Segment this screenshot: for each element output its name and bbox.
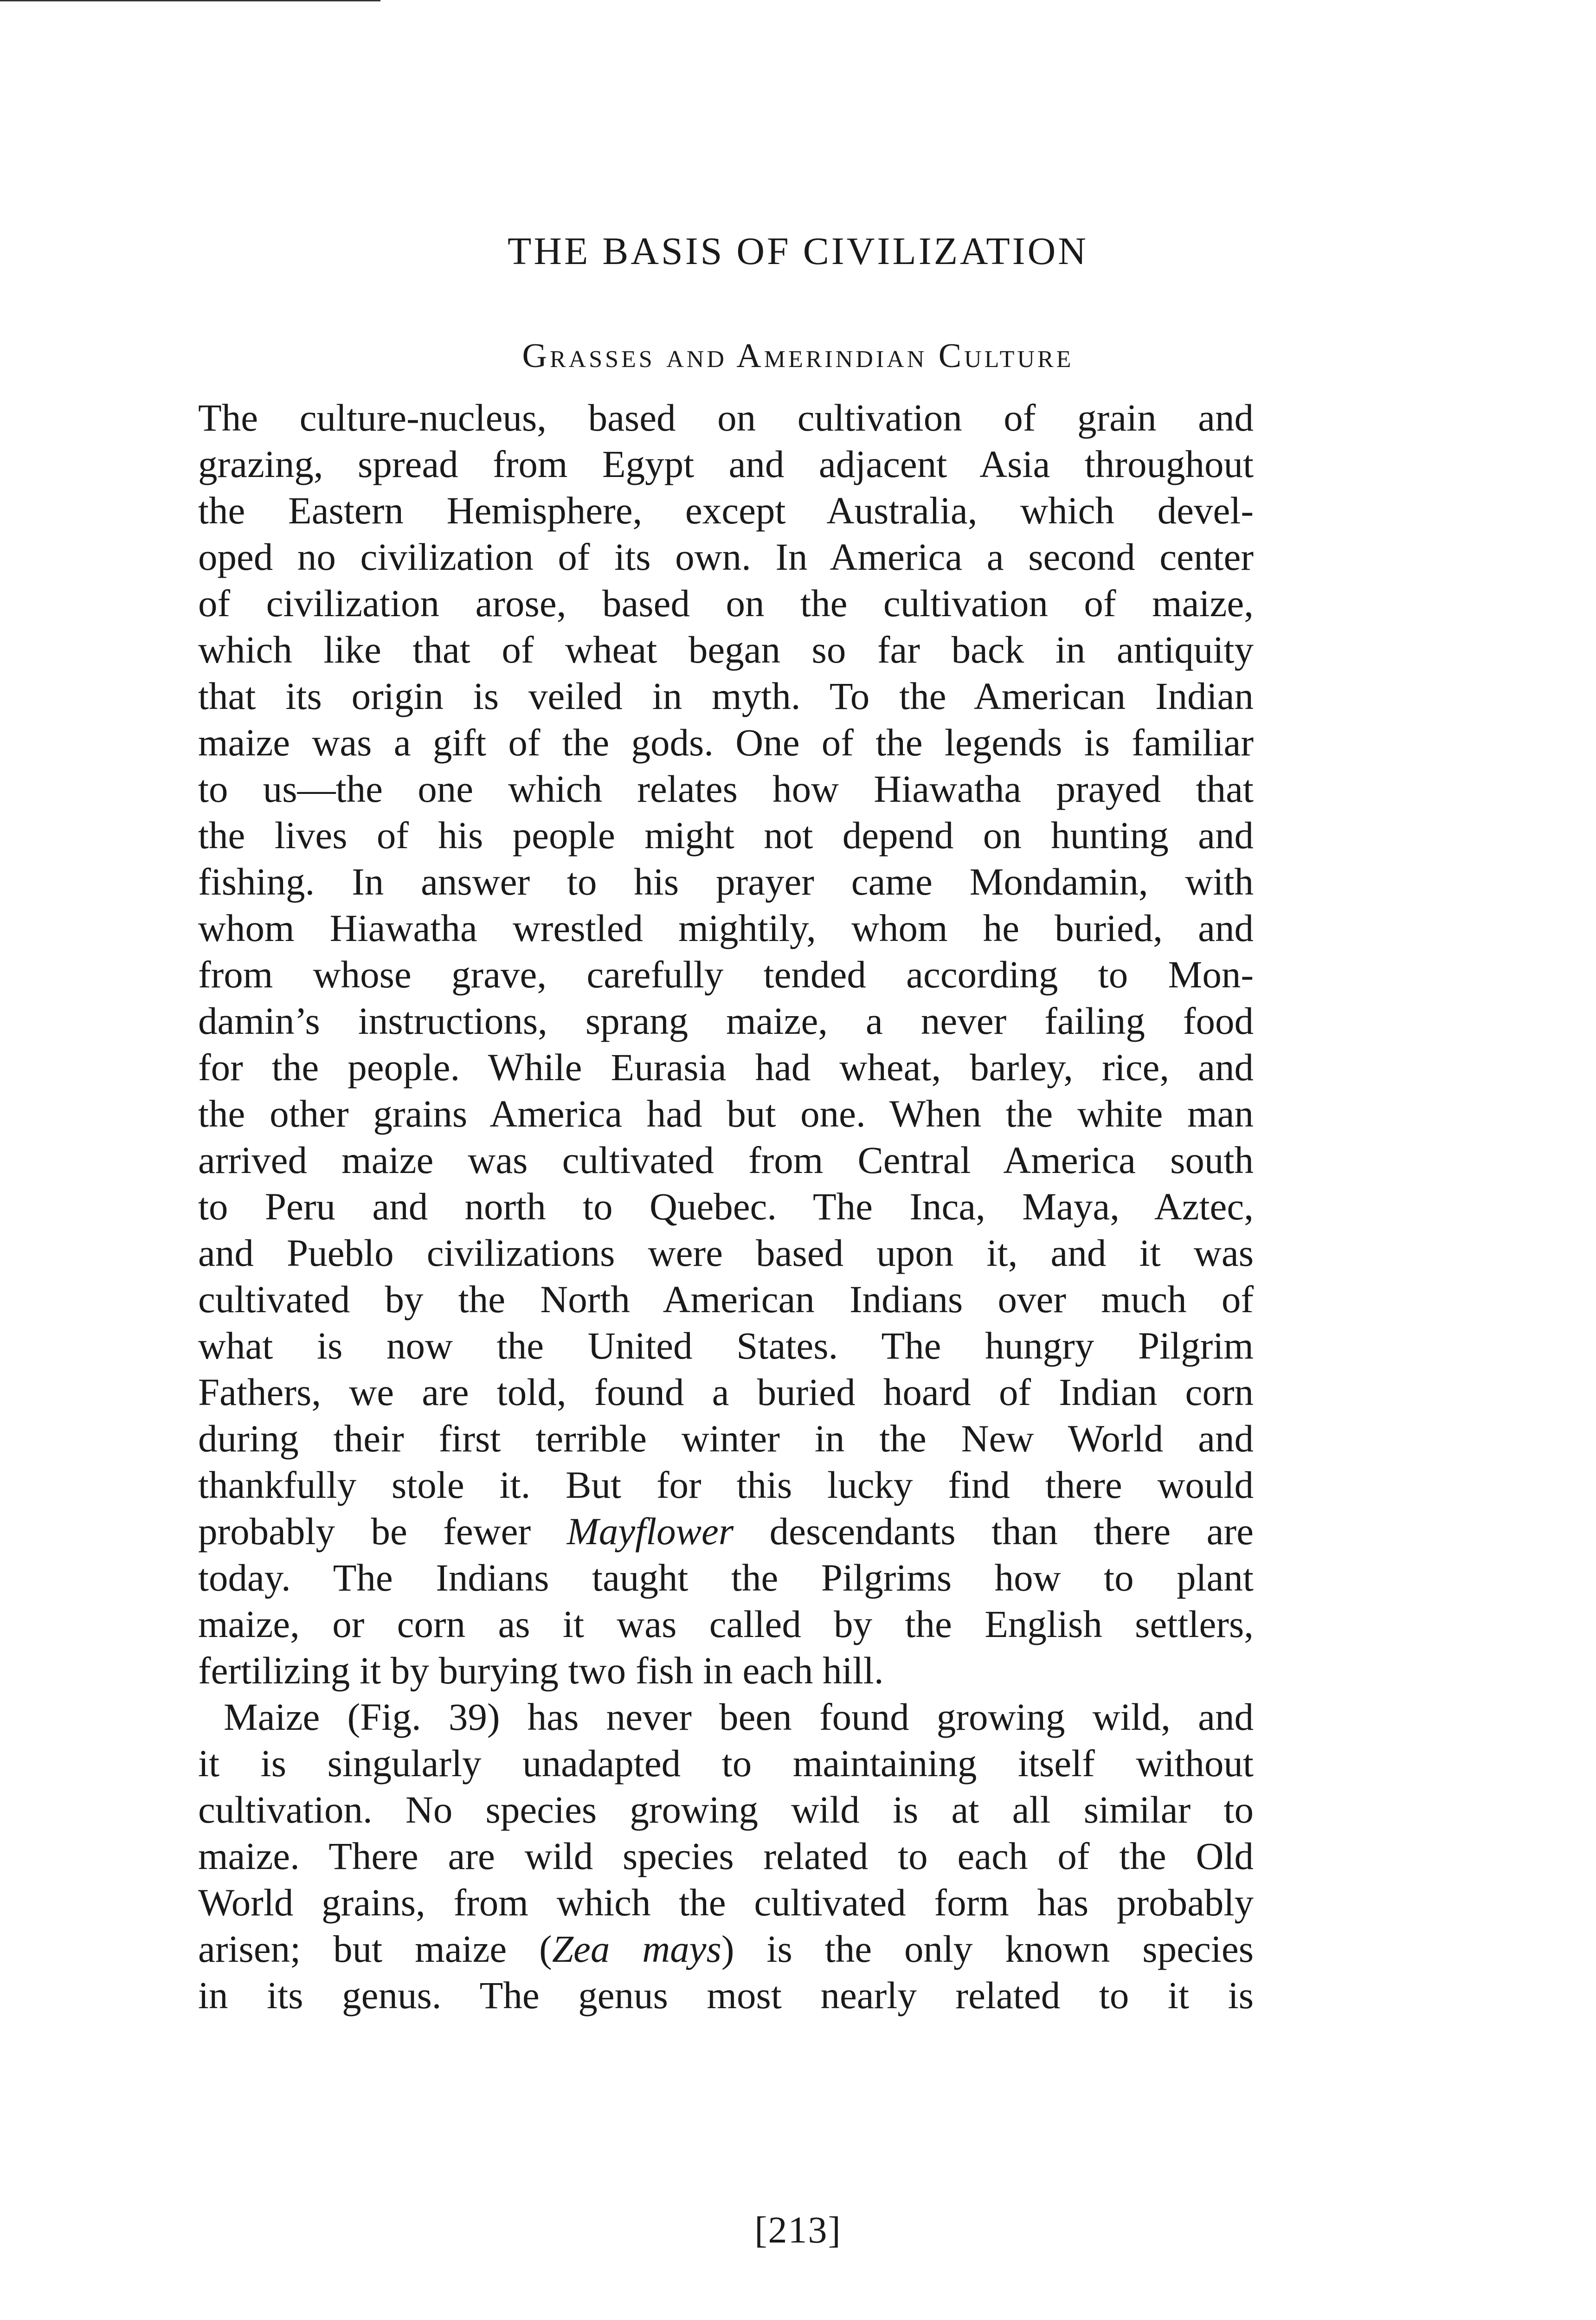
text-line: to Peru and north to Quebec. The Inca, Maya, Aztec, xyxy=(198,1185,1254,1228)
text-line: maize. There are wild species related to each of the Old xyxy=(198,1835,1254,1877)
text-line: maize, or corn as it was called by the English settlers, xyxy=(198,1603,1254,1645)
text-line: damin’s instructions, sprang maize, a never failing food xyxy=(198,999,1254,1042)
text-line: for the people. While Eurasia had wheat, barley, rice, and xyxy=(198,1046,1254,1089)
text-line: World grains, from which the cultivated form has probably xyxy=(198,1881,1254,1924)
text-line: today. The Indians taught the Pilgrims how to plant xyxy=(198,1556,1254,1599)
text-line: the other grains America had but one. When the white man xyxy=(198,1092,1254,1135)
species-name-italic: Zea mays xyxy=(552,1927,721,1970)
text-line: cultivation. No species growing wild is at all similar to xyxy=(198,1788,1254,1831)
text-line: Fathers, we are told, found a buried hoard of Indian corn xyxy=(198,1371,1254,1413)
text-line xyxy=(198,1508,1254,1554)
body-text xyxy=(198,394,1254,2018)
paragraph-1 xyxy=(198,394,1254,1694)
page-number: [213] xyxy=(754,2209,842,2251)
text-line: thankfully stole it. But for this lucky find there would xyxy=(198,1463,1254,1506)
text-line: from whose grave, carefully tended according to Mon- xyxy=(198,953,1254,996)
text-line: the lives of his people might not depend on hunting and xyxy=(198,814,1254,857)
text-segment: descendants than there are xyxy=(734,1510,1254,1553)
text-segment: probably be fewer xyxy=(198,1510,567,1553)
text-line: which like that of wheat began so far back in antiquity xyxy=(198,628,1254,671)
text-line: The culture-nucleus, based on cultivation of grain and xyxy=(198,396,1254,439)
text-line: and Pueblo civilizations were based upon it, and it was xyxy=(198,1231,1254,1274)
text-line: it is singularly unadapted to maintaining itself without xyxy=(198,1742,1254,1785)
text-line: Maize (Fig. 39) has never been found growing wild, and xyxy=(224,1695,1254,1738)
text-line: whom Hiawatha wrestled mightily, whom he buried, and xyxy=(198,907,1254,949)
text-line: of civilization arose, based on the cultivation of maize, xyxy=(198,582,1254,625)
text-line: to us—the one which relates how Hiawatha prayed that xyxy=(198,767,1254,810)
text-line: cultivated by the North American Indians over much of xyxy=(198,1278,1254,1321)
text-line: grazing, spread from Egypt and adjacent Asia throughout xyxy=(198,443,1254,485)
text-line: the Eastern Hemisphere, except Australia, which devel- xyxy=(198,489,1254,532)
text-line: in its genus. The genus most nearly related to it is xyxy=(198,1974,1254,2017)
text-line: during their first terrible winter in the New World and xyxy=(198,1417,1254,1460)
text-line: oped no civilization of its own. In America a second center xyxy=(198,535,1254,578)
text-line: fertilizing it by burying two fish in each hill. xyxy=(198,1649,884,1692)
ship-name-italic: Mayflower xyxy=(566,1510,734,1553)
text-line xyxy=(198,1926,1254,1972)
running-head: THE BASIS OF CIVILIZATION xyxy=(508,230,1088,273)
text-segment: ) is the only known species xyxy=(721,1927,1254,1970)
top-edge-rule xyxy=(0,0,380,1)
text-line: fishing. In answer to his prayer came Mondamin, with xyxy=(198,860,1254,903)
section-title: Grasses and Amerindian Culture xyxy=(522,337,1074,375)
text-line: what is now the United States. The hungry Pilgrim xyxy=(198,1324,1254,1367)
text-line: arrived maize was cultivated from Central America south xyxy=(198,1139,1254,1181)
paragraph-2 xyxy=(198,1694,1254,2018)
text-segment: arisen; but maize ( xyxy=(198,1927,552,1970)
text-line: maize was a gift of the gods. One of the legends is familiar xyxy=(198,721,1254,764)
text-line: that its origin is veiled in myth. To the American Indian xyxy=(198,675,1254,717)
